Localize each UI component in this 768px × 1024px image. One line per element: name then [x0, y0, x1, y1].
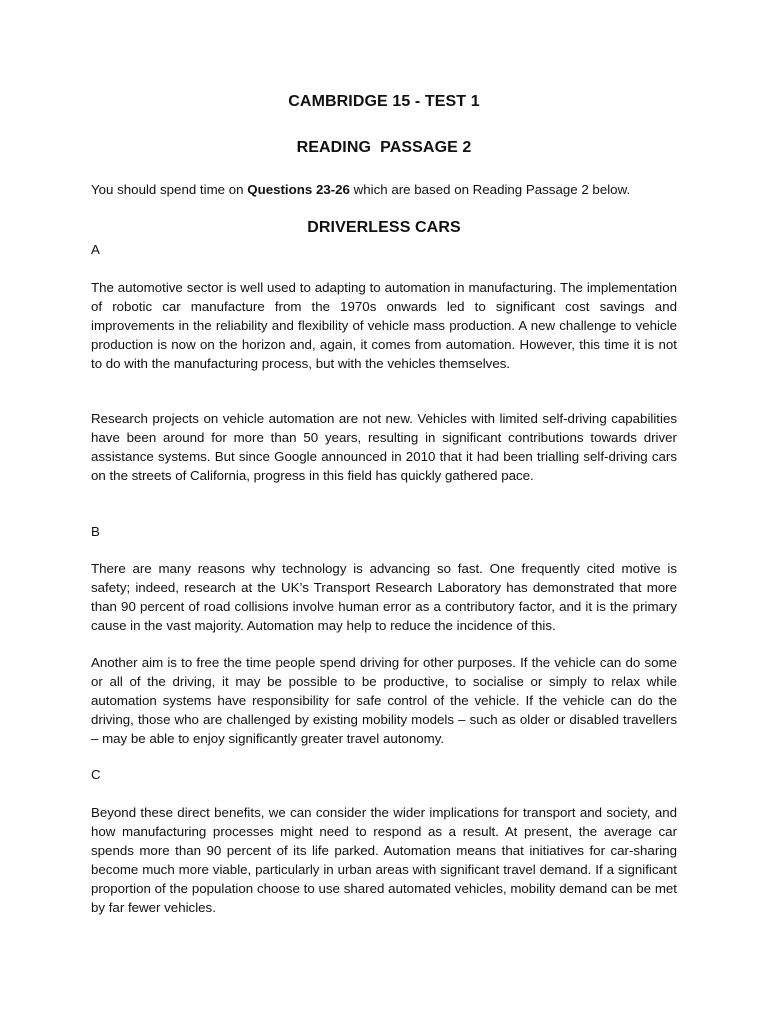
test-title: CAMBRIDGE 15 - TEST 1 [288, 93, 480, 110]
paragraph-b-2: Another aim is to free the time people spend driving for other purposes. If the vehicle can do some or all of the driving, it may be possible to be productive, to socialise or simply to relax while automation systems have responsibility for safe control of the vehicle. If the vehicle can do the driving, those who are challenged by existing mobility models – such as older or disabled travellers – may be able to enjoy significantly greater travel autonomy. [91, 655, 677, 746]
section-letter-b: B [91, 524, 100, 539]
section-letter-a: A [91, 242, 100, 257]
instruction-text [91, 182, 677, 197]
paragraph-c-1: Beyond these direct benefits, we can consider the wider implications for transport and society, and how manufacturing processes might need to respond as a result. At present, the average car spends more than 90 percent of its life parked. Automation means that initiatives for car-sharing become much more viable, particularly in urban areas with significant travel demand. If a significant proportion of the population choose to use shared automated vehicles, mobility demand can be met by far fewer vehicles. [91, 805, 677, 915]
section-letter-c: C [91, 767, 101, 782]
article-title: DRIVERLESS CARS [307, 219, 461, 236]
paragraph-a-1: The automotive sector is well used to adapting to automation in manufacturing. The implementation of robotic car manufacture from the 1970s onwards led to significant cost savings and improvements in the reliability and flexibility of vehicle mass production. A new challenge to vehicle production is now on the horizon and, again, it comes from automation. However, this time it is not to do with the manufacturing process, but with the vehicles themselves. [91, 280, 677, 371]
passage-title: READING PASSAGE 2 [296, 139, 472, 156]
instruction-prefix: You should spend time on [91, 182, 248, 197]
instruction-questions: Questions 23-26 [247, 182, 350, 197]
paragraph-a-2: Research projects on vehicle automation are not new. Vehicles with limited self-driving capabilities have been around for more than 50 years, resulting in significant contributions towards driver assistance systems. But since Google announced in 2010 that it had been trialling self-driving cars on the streets of California, progress in this field has quickly gathered pace. [91, 411, 677, 483]
paragraph-b-1: There are many reasons why technology is advancing so fast. One frequently cited motive is safety; indeed, research at the UK’s Transport Research Laboratory has demonstrated that more than 90 percent of road collisions involve human error as a contributory factor, and it is the primary cause in the vast majority. Automation may help to reduce the incidence of this. [91, 561, 677, 633]
instruction-suffix: which are based on Reading Passage 2 below. [349, 182, 631, 197]
